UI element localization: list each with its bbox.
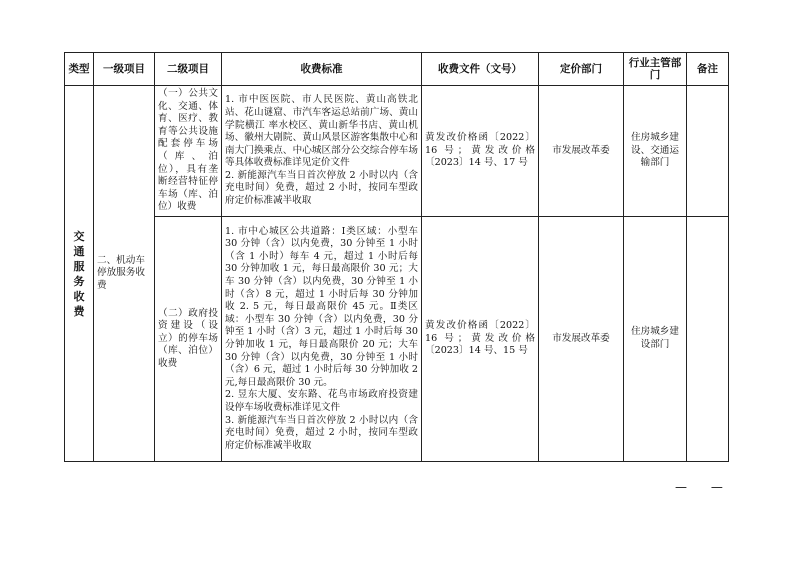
header-standard: 收费标准 (222, 53, 422, 86)
level1-cell: 二、机动车停放服务收费 (94, 86, 155, 462)
header-pricing-dept: 定价部门 (539, 53, 624, 86)
remarks-cell (687, 86, 729, 217)
standard-paragraph: 3. 新能源汽车当日首次停放 2 小时以内（含充电时间）免费，超过 2 小时，按同车型政府定价标准减半收取 (225, 414, 418, 451)
pricing-dept-cell: 市发展改革委 (539, 86, 624, 217)
standard-cell (222, 217, 422, 462)
remarks-cell (687, 217, 729, 462)
category-label: 交通服务收费 (73, 229, 85, 318)
authority-cell: 住房城乡建设、交通运输部门 (624, 86, 687, 217)
header-level2: 二级项目 (155, 53, 222, 86)
category-cell (65, 86, 94, 462)
standard-paragraph: 2. 昱东大厦、安东路、花鸟市场政府投资建设停车场收费标准详见文件 (225, 389, 418, 413)
document-cell: 黄发改价格函〔2022〕16 号；黄发改价格〔2023〕14 号、15 号 (422, 217, 539, 462)
level2-cell: （二）政府投资建设（设立）的停车场（库、泊位）收费 (155, 217, 222, 462)
level2-cell: （一）公共文化、交通、体育、医疗、教育等公共设施配套停车场（库、泊位），具有垄断经营特征停车场（库、泊位）收费 (155, 86, 222, 217)
pricing-dept-cell: 市发展改革委 (539, 217, 624, 462)
table-row (65, 86, 729, 217)
authority-cell: 住房城乡建设部门 (624, 217, 687, 462)
header-remarks: 备注 (687, 53, 729, 86)
standard-paragraph: 1. 市中心城区公共道路：Ⅰ类区域：小型车 30 分钟（含）以内免费，30 分钟至 1 小时（含 1 小时）每车 4 元，超过 1 小时后每 30 分钟加收 1 元，每日最高限价 30 元；大车 30 分钟（含）以内免费，30 分钟至 1 小时（含）8 元，超过 1 小时后每 30 分钟加收 2. 5 元，每日最高限价 45 元。Ⅱ类区域：小型车 30 分钟（含）以内免费，30 分钟至 1 小时（含）3 元，超过 1 小时后每 30 分钟加收 1 元，每日最高限价 20 元；大车 30 分钟（含）以内免费，30 分钟至 1 小时（含）6 元，超过 1 小时后每 30 分钟加收 2 元,每日最高限价 30 元。 (225, 225, 418, 388)
standard-paragraph: 2. 新能源汽车当日首次停放 2 小时以内（含充电时间）免费，超过 2 小时，按同车型政府定价标准减半收取 (225, 169, 418, 207)
header-document: 收费文件（文号） (422, 53, 539, 86)
document-cell: 黄发改价格函〔2022〕16 号；黄发改价格〔2023〕14 号、17 号 (422, 86, 539, 217)
header-row (65, 53, 729, 86)
header-authority: 行业主管部门 (624, 53, 687, 86)
standard-paragraph: 1. 市中医医院、市人民医院、黄山高铁北站、花山谜窟、市汽车客运总站前广场、黄山学院横江 率水校区、黄山新华书店、黄山机场、徽州大剧院、黄山风景区游客集散中心和南大门换乘点、中心城区部分公交综合停车场等具体收费标准详见定价文件 (225, 94, 418, 169)
page-footer-dash: — — (675, 480, 733, 494)
header-type: 类型 (65, 53, 94, 86)
table-row (65, 217, 729, 462)
standard-cell (222, 86, 422, 217)
fee-table (64, 52, 729, 462)
header-level1: 一级项目 (94, 53, 155, 86)
